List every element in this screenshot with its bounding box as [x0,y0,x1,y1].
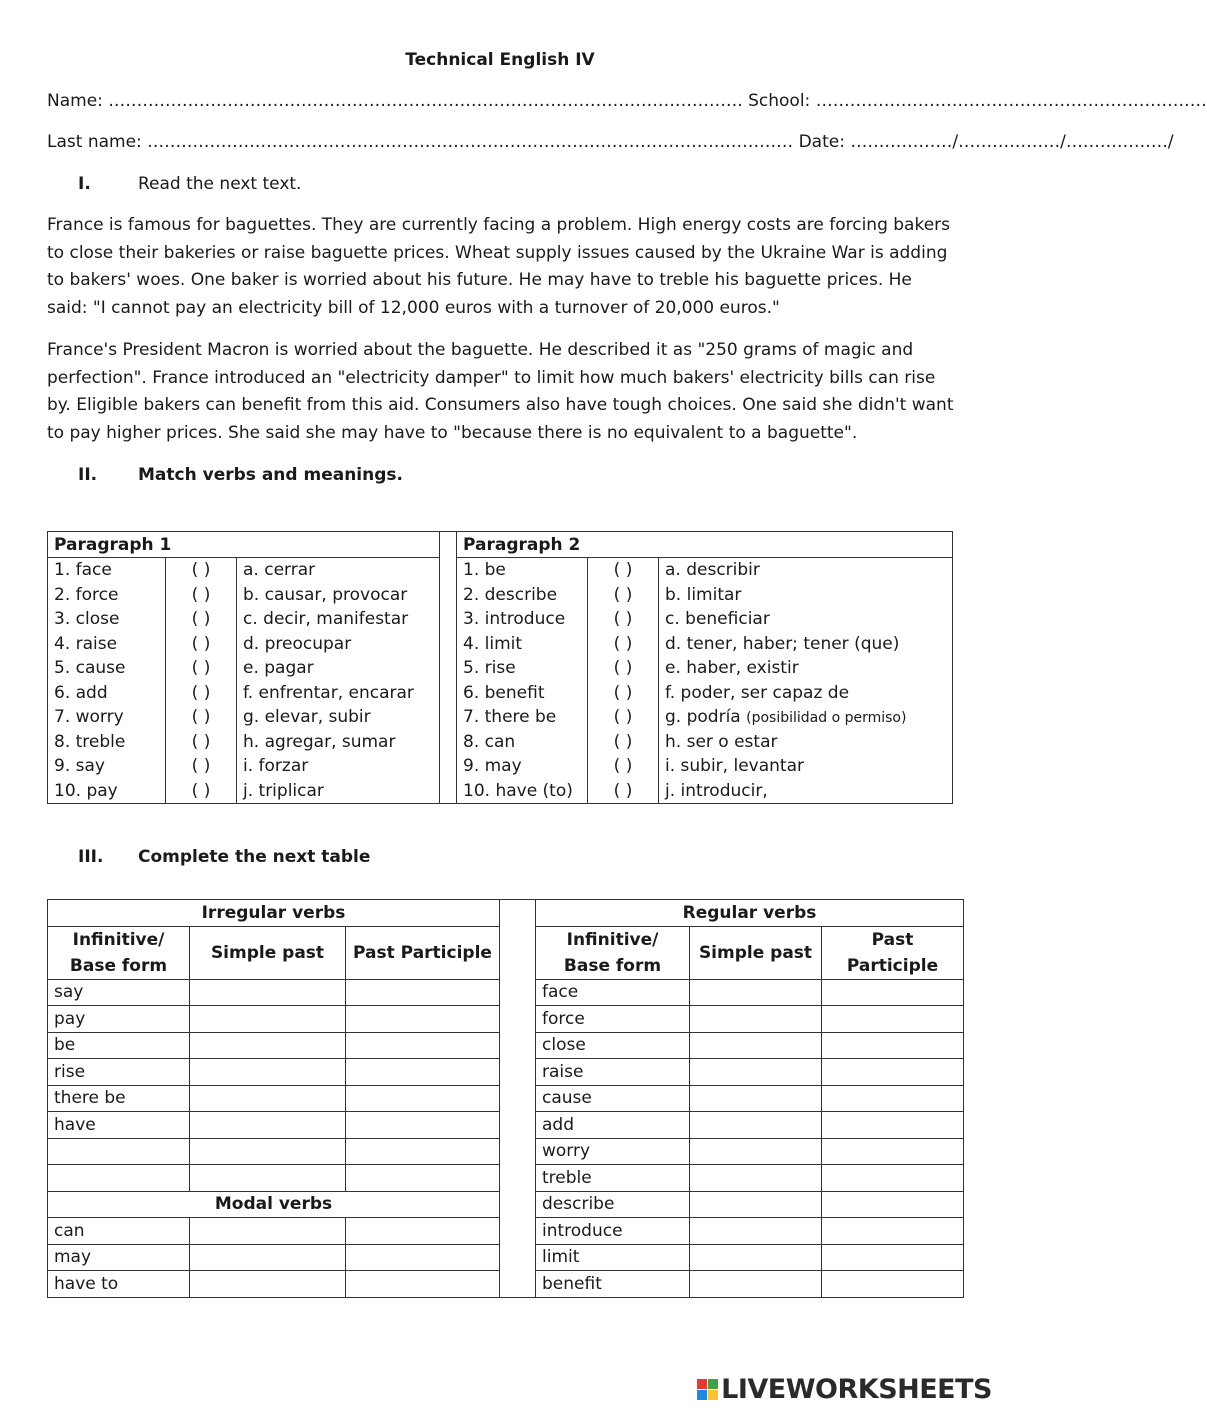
modal-past-participle-cell[interactable] [346,1218,500,1245]
p1-verb: 5. cause [48,656,166,681]
column-gap [500,1191,536,1218]
p2-meaning [659,779,953,804]
matching-row [48,779,953,804]
section-3-heading [78,847,370,867]
p2-answer-box[interactable]: ( ) [588,583,659,608]
p1-verb: 8. treble [48,730,166,755]
modal-past-participle-cell[interactable] [346,1244,500,1271]
irregular-past-participle-cell[interactable] [346,1032,500,1059]
verb-row [48,1085,964,1112]
regular-past-participle-cell[interactable] [822,1112,964,1139]
p2-meaning-text: d. tener, haber; tener (que) [665,633,900,654]
irregular-base-form: say [48,979,190,1006]
p2-meaning-text: b. limitar [665,584,742,605]
column-gap [440,656,457,681]
regular-past-participle-cell[interactable] [822,1191,964,1218]
regular-simple-past-cell[interactable] [690,1085,822,1112]
column-gap [500,1006,536,1033]
irregular-past-participle-cell[interactable] [346,1112,500,1139]
p1-answer-box[interactable]: ( ) [166,583,237,608]
p1-verb: 3. close [48,607,166,632]
irregular-past-participle-cell[interactable] [346,1006,500,1033]
p2-meaning-text: a. describir [665,560,760,581]
verb-row [48,979,964,1006]
p2-answer-box[interactable]: ( ) [588,558,659,583]
regular-past-participle-cell[interactable] [822,1032,964,1059]
irregular-simple-past-cell[interactable] [190,979,346,1006]
regular-simple-past-cell[interactable] [690,1032,822,1059]
p2-meaning [659,730,953,755]
p1-answer-box[interactable]: ( ) [166,705,237,730]
section-1-instruction: Read the next text. [138,174,302,194]
p1-meaning: c. decir, manifestar [237,607,440,632]
column-gap [440,558,457,583]
verb-row [48,1032,964,1059]
p1-answer-box[interactable]: ( ) [166,607,237,632]
p1-meaning: f. enfrentar, encarar [237,681,440,706]
column-gap [440,607,457,632]
modal-base-form: can [48,1218,190,1245]
p2-verb: 8. can [457,730,588,755]
regular-base-form: face [536,979,690,1006]
regular-simple-past-cell[interactable] [690,1059,822,1086]
p2-verb: 2. describe [457,583,588,608]
modal-base-form: have to [48,1271,190,1298]
regular-base-form: force [536,1006,690,1033]
school-field[interactable]: …………………………………………………………… [815,91,1207,111]
reading-paragraph-2: France's President Macron is worried about the baguette. He described it as "250 grams of magic and perfection". France introduced an "electricity damper" to limit how much bakers' electricity bills can rise by. Eligible bakers can benefit from this aid. Consumers also have tough choices. One said she didn't want to pay higher prices. She said she may have to "because there is no equivalent to a baguette". [47,340,954,443]
irregular-base-form: there be [48,1085,190,1112]
irregular-simple-past-cell[interactable] [190,1006,346,1033]
p2-meaning-text: g. podría [665,707,741,728]
irregular-past-participle-header: Past Participle [346,926,500,979]
regular-simple-past-cell[interactable] [690,1191,822,1218]
regular-simple-past-cell[interactable] [690,1006,822,1033]
school-label: School: [748,91,811,111]
p1-answer-box[interactable]: ( ) [166,730,237,755]
paragraph-2-header: Paragraph 2 [457,532,953,558]
column-gap [500,1271,536,1298]
column-gap [500,1032,536,1059]
p1-answer-box[interactable]: ( ) [166,632,237,657]
regular-past-participle-cell[interactable] [822,1244,964,1271]
regular-simple-past-cell[interactable] [690,1112,822,1139]
irregular-past-participle-cell[interactable] [346,979,500,1006]
p2-meaning [659,558,953,583]
regular-simple-past-header: Simple past [690,926,822,979]
p2-meaning [659,754,953,779]
modal-past-participle-cell[interactable] [346,1271,500,1298]
lastname-line [47,132,1174,152]
column-gap [440,681,457,706]
logo-mark-icon [697,1379,718,1400]
irregular-base-form [48,1138,190,1165]
column-gap [440,583,457,608]
p1-verb: 6. add [48,681,166,706]
regular-base-form: raise [536,1059,690,1086]
regular-past-participle-cell[interactable] [822,979,964,1006]
p1-verb: 1. face [48,558,166,583]
section-2-number: II. [78,465,98,485]
p2-meaning-text: f. poder, ser capaz de [665,682,850,703]
irregular-simple-past-cell[interactable] [190,1059,346,1086]
reading-paragraph-1: France is famous for baguettes. They are currently facing a problem. High energy costs are forcing bakers to close their bakeries or raise baguette prices. Wheat supply issues caused by the Ukraine War is adding to bakers' woes. One baker is worried about his future. He may have to treble his baguette prices. He said: "I cannot pay an electricity bill of 12,000 euros with a turnover of 20,000 euros." [47,215,951,318]
column-gap [500,1085,536,1112]
p1-verb: 4. raise [48,632,166,657]
modal-simple-past-cell[interactable] [190,1271,346,1298]
irregular-base-form: be [48,1032,190,1059]
irregular-simple-past-header: Simple past [190,926,346,979]
section-1-heading [78,174,301,194]
p2-meaning [659,681,953,706]
column-gap [500,1112,536,1139]
modal-verbs-header: Modal verbs [48,1191,500,1218]
p2-meaning [659,583,953,608]
p1-verb: 7. worry [48,705,166,730]
verb-row [48,1059,964,1086]
p2-verb: 4. limit [457,632,588,657]
section-3-instruction: Complete the next table [138,847,371,867]
verb-row [48,1218,964,1245]
regular-infinitive-header: Infinitive/ Base form [536,926,690,979]
column-gap [500,979,536,1006]
p2-meaning [659,607,953,632]
p1-answer-box[interactable]: ( ) [166,681,237,706]
p1-answer-box[interactable]: ( ) [166,656,237,681]
column-gap [500,926,536,979]
verb-row [48,1165,964,1192]
p1-verb: 2. force [48,583,166,608]
regular-past-participle-cell[interactable] [822,1006,964,1033]
verb-row [48,1112,964,1139]
p2-verb: 6. benefit [457,681,588,706]
irregular-simple-past-cell[interactable] [190,1085,346,1112]
regular-base-form: benefit [536,1271,690,1298]
regular-simple-past-cell[interactable] [690,1138,822,1165]
column-gap [500,1244,536,1271]
regular-past-participle-cell[interactable] [822,1271,964,1298]
date-label: Date: [798,132,845,152]
column-gap [500,900,536,927]
matching-row [48,730,953,755]
regular-base-form: worry [536,1138,690,1165]
p1-answer-box[interactable]: ( ) [166,558,237,583]
p2-answer-box[interactable]: ( ) [588,656,659,681]
lastname-label: Last name: [47,132,142,152]
p2-answer-box[interactable]: ( ) [588,607,659,632]
column-gap [500,1165,536,1192]
column-gap [440,730,457,755]
regular-past-participle-header: Past Participle [822,926,964,979]
p2-answer-box[interactable]: ( ) [588,754,659,779]
p2-meaning-note: (posibilidad o permiso) [746,710,907,727]
regular-past-participle-cell[interactable] [822,1218,964,1245]
date-field[interactable]: ………………/………………/………………/ [850,132,1174,152]
irregular-past-participle-cell[interactable] [346,1085,500,1112]
matching-row [48,558,953,583]
p2-answer-box[interactable]: ( ) [588,681,659,706]
regular-verbs-header: Regular verbs [536,900,964,927]
column-gap [440,754,457,779]
column-gap [500,1059,536,1086]
p2-meaning-text: j. introducir, [665,780,768,801]
paragraph-1-header: Paragraph 1 [48,532,440,558]
p2-verb: 1. be [457,558,588,583]
regular-past-participle-cell[interactable] [822,1085,964,1112]
verb-row [48,1271,964,1298]
p2-meaning-text: i. subir, levantar [665,756,804,777]
lastname-field[interactable]: …………………………………………………………………………………………………… [147,132,794,152]
p1-meaning: i. forzar [237,754,440,779]
irregular-base-form: have [48,1112,190,1139]
name-field[interactable]: …………………………………………………………………………………………………. [108,91,743,111]
matching-row [48,681,953,706]
p2-meaning [659,705,953,730]
regular-past-participle-cell[interactable] [822,1059,964,1086]
p2-answer-box[interactable]: ( ) [588,705,659,730]
irregular-base-form [48,1165,190,1192]
regular-base-form: close [536,1032,690,1059]
regular-past-participle-cell[interactable] [822,1165,964,1192]
logo-text: LIVEWORKSHEETS [721,1373,992,1405]
verb-row [48,1138,964,1165]
matching-row [48,583,953,608]
column-gap [500,1138,536,1165]
name-label: Name: [47,91,103,111]
p1-answer-box[interactable]: ( ) [166,754,237,779]
p1-meaning: h. agregar, sumar [237,730,440,755]
irregular-infinitive-header: Infinitive/ Base form [48,926,190,979]
regular-base-form: treble [536,1165,690,1192]
irregular-simple-past-cell[interactable] [190,1032,346,1059]
modal-simple-past-cell[interactable] [190,1244,346,1271]
p1-answer-box[interactable]: ( ) [166,779,237,804]
p1-meaning: e. pagar [237,656,440,681]
section-2-heading [78,465,403,485]
regular-base-form: describe [536,1191,690,1218]
p2-meaning-text: e. haber, existir [665,658,799,679]
p1-verb: 9. say [48,754,166,779]
verb-row [48,1191,964,1218]
column-gap [440,705,457,730]
p2-verb: 3. introduce [457,607,588,632]
regular-base-form: limit [536,1244,690,1271]
p1-meaning: b. causar, provocar [237,583,440,608]
regular-past-participle-cell[interactable] [822,1138,964,1165]
p1-meaning: g. elevar, subir [237,705,440,730]
matching-table [47,531,953,804]
irregular-simple-past-cell[interactable] [190,1138,346,1165]
matching-row [48,656,953,681]
irregular-simple-past-cell[interactable] [190,1165,346,1192]
liveworksheets-logo [697,1373,992,1405]
section-1-number: I. [78,174,91,194]
p2-answer-box[interactable]: ( ) [588,632,659,657]
p2-meaning-text: c. beneficiar [665,609,770,630]
p2-verb: 5. rise [457,656,588,681]
p1-meaning: d. preocupar [237,632,440,657]
matching-row [48,754,953,779]
p2-answer-box[interactable]: ( ) [588,779,659,804]
column-gap [440,632,457,657]
p2-meaning-text: h. ser o estar [665,731,778,752]
verb-row [48,1244,964,1271]
p2-meaning [659,656,953,681]
matching-row [48,607,953,632]
section-3-number: III. [78,847,104,867]
p1-verb: 10. pay [48,779,166,804]
irregular-base-form: rise [48,1059,190,1086]
verb-row [48,1006,964,1033]
irregular-past-participle-cell[interactable] [346,1138,500,1165]
regular-base-form: introduce [536,1218,690,1245]
regular-simple-past-cell[interactable] [690,1244,822,1271]
matching-row [48,705,953,730]
irregular-past-participle-cell[interactable] [346,1165,500,1192]
regular-base-form: cause [536,1085,690,1112]
worksheet-title: Technical English IV [405,50,595,70]
p2-answer-box[interactable]: ( ) [588,730,659,755]
p2-verb: 9. may [457,754,588,779]
section-2-instruction: Match verbs and meanings. [138,465,403,485]
name-line [47,91,1207,111]
p2-meaning [659,632,953,657]
column-gap [440,779,457,804]
p2-verb: 7. there be [457,705,588,730]
matching-row [48,632,953,657]
irregular-past-participle-cell[interactable] [346,1059,500,1086]
verb-forms-table [47,899,964,1298]
column-gap [440,532,457,558]
irregular-verbs-header: Irregular verbs [48,900,500,927]
regular-simple-past-cell[interactable] [690,979,822,1006]
regular-simple-past-cell[interactable] [690,1165,822,1192]
irregular-simple-past-cell[interactable] [190,1112,346,1139]
modal-simple-past-cell[interactable] [190,1218,346,1245]
regular-simple-past-cell[interactable] [690,1271,822,1298]
p2-verb: 10. have (to) [457,779,588,804]
irregular-base-form: pay [48,1006,190,1033]
regular-base-form: add [536,1112,690,1139]
column-gap [500,1218,536,1245]
regular-simple-past-cell[interactable] [690,1218,822,1245]
modal-base-form: may [48,1244,190,1271]
p1-meaning: a. cerrar [237,558,440,583]
p1-meaning: j. triplicar [237,779,440,804]
